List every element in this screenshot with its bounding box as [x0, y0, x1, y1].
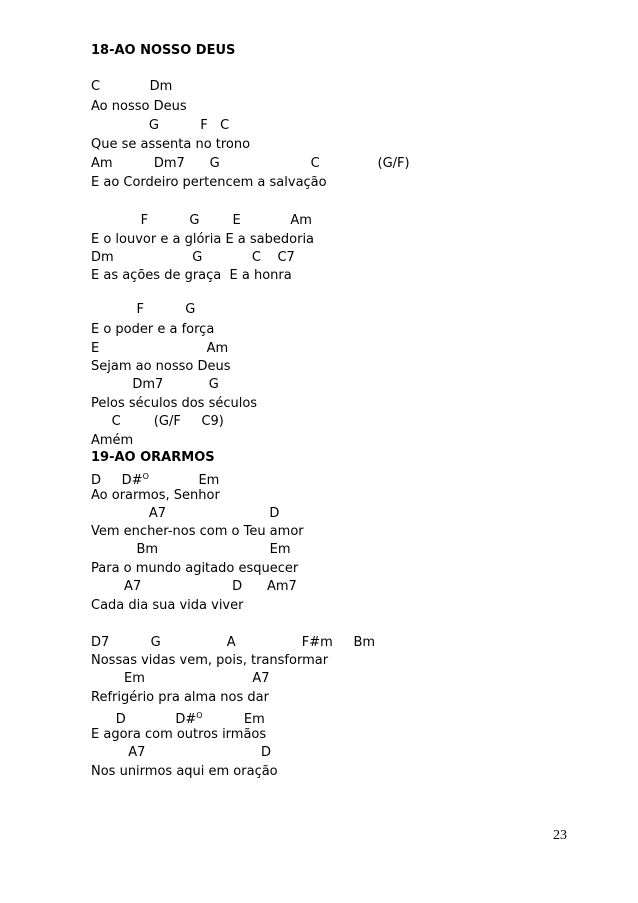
chord-line: D D#$^O$ Em — [91, 711, 265, 727]
lyric-line: E as ações de graça E a honra — [91, 268, 292, 283]
lyric-line: Nossas vidas vem, pois, transformar — [91, 653, 329, 668]
lyric-line: Nos unirmos aqui em oração — [91, 764, 278, 779]
chord-line: Dm G C C7 — [91, 250, 295, 265]
chord-line: D D#$^O$ Em — [91, 472, 220, 488]
song-title: 18-AO NOSSO DEUS — [91, 43, 236, 58]
chord-line: C Dm — [91, 79, 173, 94]
lyric-line: Ao nosso Deus — [91, 99, 187, 114]
lyric-line: Refrigério pra alma nos dar — [91, 690, 269, 705]
lyric-line: Pelos séculos dos séculos — [91, 396, 258, 411]
diminished-mark: O — [142, 472, 149, 481]
lyric-line: E agora com outros irmãos — [91, 727, 267, 742]
lyric-line: Amém — [91, 433, 134, 448]
chord-line: Em A7 — [91, 671, 270, 686]
chord-line: D7 G A F#m Bm — [91, 635, 376, 650]
page-number: 23 — [553, 828, 567, 843]
lyric-line: Vem encher-nos com o Teu amor — [91, 524, 304, 539]
lyric-line: Ao orarmos, Senhor — [91, 488, 220, 503]
diminished-mark: O — [196, 711, 203, 720]
lyric-line: E o poder e a força — [91, 322, 215, 337]
song-title: 19-AO ORARMOS — [91, 450, 215, 465]
chord-line: G F C — [91, 118, 230, 133]
chord-line: F G — [91, 302, 196, 317]
chord-line: Am Dm7 G C (G/F) — [91, 156, 410, 171]
lyric-line: Sejam ao nosso Deus — [91, 359, 231, 374]
chord-line: F G E Am — [91, 213, 312, 228]
lyric-line: Que se assenta no trono — [91, 137, 251, 152]
chord-line: Bm Em — [91, 542, 291, 557]
lyric-line: Cada dia sua vida viver — [91, 598, 244, 613]
chord-line: Dm7 G — [91, 377, 219, 392]
chord-line: A7 D Am7 — [91, 579, 297, 594]
lyric-line: Para o mundo agitado esquecer — [91, 561, 299, 576]
lyric-line: E o louvor e a glória E a sabedoria — [91, 232, 315, 247]
chord-line: C (G/F C9) — [91, 414, 224, 429]
chord-line: A7 D — [91, 745, 272, 760]
chord-line: E Am — [91, 341, 229, 356]
chord-line: A7 D — [91, 506, 280, 521]
lyric-line: E ao Cordeiro pertencem a salvação — [91, 175, 327, 190]
